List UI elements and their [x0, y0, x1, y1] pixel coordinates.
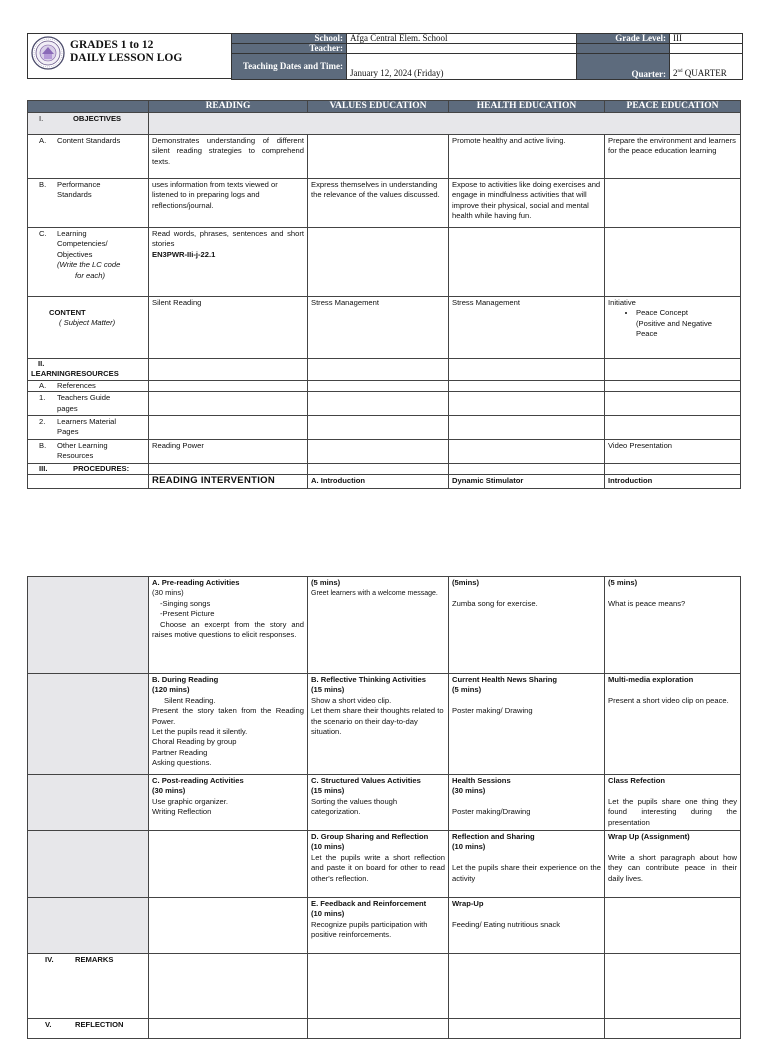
blank-value	[670, 44, 743, 54]
prereading-line2: -Present Picture	[160, 609, 215, 619]
health-row5-text: Feeding/ Eating nutritious snack	[452, 919, 561, 929]
during-reading-line3: Let the pupils read it silently.	[152, 727, 248, 737]
post-reading-title: C. Post-reading Activities	[152, 776, 244, 785]
values-row3-time: (15 mins)	[311, 786, 345, 796]
peace-row1-text: What is peace means?	[608, 598, 686, 608]
values-row2-time: (15 mins)	[311, 685, 345, 695]
content-peace	[605, 297, 741, 359]
ref-health	[449, 380, 605, 391]
lc-reading-text: Read words, phrases, sentences and short stories	[152, 229, 304, 249]
proc-row4-label	[28, 831, 149, 898]
res-peace	[605, 359, 741, 381]
values-row4-text: Let the pupils write a short reflection and paste it on board for other to read other's reflection.	[311, 852, 445, 883]
proc-row2-label	[28, 674, 149, 775]
res-reading	[149, 359, 308, 381]
lc-reading	[149, 228, 308, 297]
values-row4-title: D. Group Sharing and Reflection	[311, 832, 429, 841]
health-row5-cell	[449, 898, 605, 954]
reflection-values	[308, 1019, 449, 1039]
prereading-title: A. Pre-reading Activities	[152, 578, 240, 587]
references-label	[28, 380, 149, 391]
intervention-label	[28, 475, 149, 489]
res-num: II.	[38, 359, 45, 368]
remarks-text: REMARKS	[75, 955, 114, 964]
proc-peace	[605, 463, 741, 474]
values-row3-title: C. Structured Values Activities	[311, 776, 421, 785]
remarks-label	[28, 954, 149, 1019]
values-row2-title: B. Reflective Thinking Activities	[311, 675, 426, 684]
ref-text: References	[57, 380, 96, 390]
content-sub: ( Subject Matter)	[59, 318, 116, 328]
tg-num: 1.	[39, 393, 46, 403]
performance-standards-label	[28, 179, 149, 228]
during-reading-title: B. During Reading	[152, 675, 219, 684]
reflection-num: V.	[45, 1020, 52, 1029]
tg-text-1: Teachers Guide	[57, 393, 111, 403]
quarter-number: 2	[673, 68, 678, 78]
teaching-dates-value: January 12, 2024 (Friday)	[347, 54, 577, 80]
peace-row4-cell	[605, 831, 741, 898]
health-row4-title: Reflection and Sharing	[452, 832, 535, 841]
proc-row1-label	[28, 577, 149, 674]
values-row2-cell	[308, 674, 449, 775]
objectives-text: OBJECTIVES	[73, 114, 122, 123]
quarter-word: QUARTER	[684, 68, 727, 78]
health-row2-time: (5 mins)	[452, 685, 482, 695]
other-resources-label	[28, 439, 149, 463]
remarks-health	[449, 954, 605, 1019]
procedures-label	[28, 463, 149, 474]
lc-num: C.	[39, 229, 47, 238]
peace-row2-cell	[605, 674, 741, 775]
tg-peace	[605, 392, 741, 416]
post-reading-time: (30 mins)	[152, 786, 186, 796]
grade-level-label: Grade Level:	[577, 34, 670, 44]
during-reading-line4: Choral Reading by group	[152, 737, 237, 747]
health-row2-title: Current Health News Sharing	[452, 675, 558, 684]
resources-label	[28, 359, 149, 381]
olr-text-2: Resources	[57, 451, 94, 461]
school-label: School:	[232, 34, 347, 44]
lc-text-3: Objectives	[57, 249, 93, 259]
ps-health: Expose to activities like doing exercises and engage in mindfulness activities that will improve their physical, social and mental health while having fun.	[449, 179, 605, 228]
ps-text-2: Standards	[57, 190, 92, 200]
health-row4-cell	[449, 831, 605, 898]
proc-num: III.	[39, 463, 48, 473]
during-reading-line5: Partner Reading	[152, 747, 208, 757]
lesson-log-table-2	[27, 576, 741, 1039]
content-standards-label	[28, 135, 149, 179]
deped-seal-icon	[31, 36, 65, 70]
objectives-num: I.	[39, 114, 44, 123]
tg-health	[449, 392, 605, 416]
health-row1-text: Zumba song for exercise.	[452, 598, 538, 608]
values-row1-cell	[308, 577, 449, 674]
lc-health	[449, 228, 605, 297]
ref-reading	[149, 380, 308, 391]
peace-row3-title: Class Refection	[608, 776, 665, 785]
olr-health	[449, 439, 605, 463]
lm-text-2: Pages	[57, 427, 79, 437]
values-row1-time: (5 mins)	[311, 578, 341, 587]
lc-values	[308, 228, 449, 297]
reading-row4-cell	[149, 831, 308, 898]
proc-health	[449, 463, 605, 474]
peace-row3-text: Let the pupils share one thing they found interesting during the presentation	[608, 796, 737, 827]
proc-values	[308, 463, 449, 474]
lm-health	[449, 416, 605, 440]
content-label	[28, 297, 149, 359]
quarter-label: Quarter:	[577, 54, 670, 80]
health-row2-cell	[449, 674, 605, 775]
values-row5-time: (10 mins)	[311, 909, 345, 919]
remarks-values	[308, 954, 449, 1019]
values-row5-cell	[308, 898, 449, 954]
values-row2-line2: Let them share their thoughts related to the scenario on their day-to-day situation.	[311, 706, 444, 737]
values-row2-line1: Show a short video clip.	[311, 695, 392, 705]
during-reading-line2: Present the story taken from the Reading Power.	[152, 706, 304, 726]
col-health-header: HEALTH EDUCATION	[449, 101, 605, 113]
ref-num: A.	[39, 380, 47, 390]
tg-reading	[149, 392, 308, 416]
teacher-value	[347, 44, 577, 54]
teaching-dates-label	[232, 54, 347, 80]
health-row3-title: Health Sessions	[452, 776, 511, 785]
cs-values	[308, 135, 449, 179]
lc-note-2: for each)	[75, 270, 105, 280]
during-reading-cell	[149, 674, 308, 775]
remarks-reading	[149, 954, 308, 1019]
res-values	[308, 359, 449, 381]
remarks-peace	[605, 954, 741, 1019]
proc-reading	[149, 463, 308, 474]
ps-reading: uses information from texts viewed or listened to in preparing logs and reflections/journal.	[149, 179, 308, 228]
col-reading-header: READING	[149, 101, 308, 113]
ps-values: Express themselves in understanding the relevance of the values discussed.	[308, 179, 449, 228]
peace-row4-title: Wrap Up (Assignment)	[608, 832, 690, 841]
cs-num: A.	[39, 136, 47, 145]
school-value: Afga Central Elem. School	[347, 34, 577, 44]
prereading-line1: -Singing songs	[160, 598, 211, 608]
health-row3-cell	[449, 775, 605, 831]
lm-reading	[149, 416, 308, 440]
lc-text-2: Competencies/	[57, 239, 108, 249]
reflection-text: REFLECTION	[75, 1020, 124, 1029]
header-info-table	[231, 33, 743, 80]
health-row4-time: (10 mins)	[452, 842, 486, 852]
peace-row1-time: (5 mins)	[608, 578, 638, 587]
intervention-reading	[149, 475, 308, 489]
prereading-time: (30 mins)	[152, 588, 184, 598]
objectives-band	[149, 113, 741, 135]
res-text: LEARNINGRESOURCES	[31, 369, 119, 379]
blank-label	[577, 44, 670, 54]
prereading-cell	[149, 577, 308, 674]
col-values-header: VALUES EDUCATION	[308, 101, 449, 113]
lc-text-1: Learning	[57, 229, 87, 238]
cs-reading: Demonstrates understanding of different silent reading strategies to comprehend texts.	[149, 135, 308, 179]
peace-bullet-2: (Positive and Negative	[636, 318, 712, 328]
post-reading-line1: Use graphic organizer.	[152, 796, 228, 806]
olr-num: B.	[39, 440, 47, 450]
lm-values	[308, 416, 449, 440]
post-reading-cell	[149, 775, 308, 831]
intervention-values: A. Introduction	[308, 475, 449, 489]
peace-concept-item	[636, 308, 737, 339]
proc-row3-label	[28, 775, 149, 831]
cs-text: Content Standards	[57, 136, 121, 145]
competencies-label	[28, 228, 149, 297]
health-row3-text: Poster making/Drawing	[452, 807, 531, 817]
peace-row2-text: Present a short video clip on peace.	[608, 695, 729, 705]
lc-note-1: (Write the LC code	[57, 260, 121, 270]
corner-cell	[28, 101, 149, 113]
cs-health: Promote healthy and active living.	[449, 135, 605, 179]
proc-text: PROCEDURES:	[73, 463, 130, 473]
during-reading-line1: Silent Reading.	[164, 695, 216, 705]
reflection-peace	[605, 1019, 741, 1039]
values-row5-title: E. Feedback and Reinforcement	[311, 899, 427, 908]
ref-values	[308, 380, 449, 391]
grade-level-value: III	[670, 34, 743, 44]
lm-text-1: Learners Material	[57, 417, 117, 427]
health-row2-text: Poster making/ Drawing	[452, 706, 533, 716]
content-health: Stress Management	[449, 297, 605, 359]
during-reading-line6: Asking questions.	[152, 758, 212, 768]
lc-code: EN3PWR-IIi-j-22.1	[152, 249, 216, 259]
olr-values	[308, 439, 449, 463]
form-title-line2: DAILY LESSON LOG	[70, 52, 183, 64]
objectives-label	[28, 113, 149, 135]
tg-label	[28, 392, 149, 416]
health-row3-time: (30 mins)	[452, 786, 486, 796]
values-row1-text: Greet learners with a welcome message.	[311, 590, 438, 598]
olr-peace: Video Presentation	[605, 439, 741, 463]
peace-row3-cell	[605, 775, 741, 831]
peace-row4-text: Write a short paragraph about how they can contribute peace in their daily lives.	[608, 852, 737, 883]
ps-num: B.	[39, 180, 47, 189]
values-row4-cell	[308, 831, 449, 898]
cs-peace: Prepare the environment and learners for the peace education learning	[605, 135, 741, 179]
peace-row1-cell	[605, 577, 741, 674]
col-peace-header: PEACE EDUCATION	[605, 101, 741, 113]
lm-label	[28, 416, 149, 440]
content-text: CONTENT	[49, 308, 86, 317]
teacher-label: Teacher:	[232, 44, 347, 54]
form-title-line1: GRADES 1 to 12	[70, 39, 154, 51]
post-reading-line2: Writing Reflection	[152, 807, 212, 817]
peace-row5-cell	[605, 898, 741, 954]
content-values: Stress Management	[308, 297, 449, 359]
health-row5-title: Wrap-Up	[452, 899, 484, 908]
reflection-reading	[149, 1019, 308, 1039]
olr-reading: Reading Power	[149, 439, 308, 463]
lm-num: 2.	[39, 417, 46, 427]
values-row3-text: Sorting the values though categorization.	[311, 796, 398, 817]
health-row1-time: (5mins)	[452, 578, 480, 587]
ps-text-1: Performance	[57, 180, 101, 189]
reading-intervention-title: READING INTERVENTION	[152, 475, 276, 487]
peace-row2-title: Multi-media exploration	[608, 675, 694, 684]
tg-text-2: pages	[57, 403, 78, 413]
content-reading: Silent Reading	[149, 297, 308, 359]
prereading-line3: Choose an excerpt from the story and raises motive questions to elicit responses.	[152, 619, 304, 640]
lc-peace	[605, 228, 741, 297]
values-row3-cell	[308, 775, 449, 831]
ref-peace	[605, 380, 741, 391]
health-row1-cell	[449, 577, 605, 674]
tg-values	[308, 392, 449, 416]
olr-text-1: Other Learning	[57, 440, 108, 450]
during-reading-time: (120 mins)	[152, 685, 190, 695]
content-peace-title: Initiative	[608, 298, 636, 307]
peace-concept-list	[608, 308, 737, 339]
peace-bullet-1: Peace Concept	[636, 308, 688, 318]
intervention-peace: Introduction	[605, 475, 741, 489]
proc-row5-label	[28, 898, 149, 954]
reflection-health	[449, 1019, 605, 1039]
res-health	[449, 359, 605, 381]
ps-peace	[605, 179, 741, 228]
teaching-dates-label-text: Teaching Dates and Time:	[242, 60, 343, 71]
reading-row5-cell	[149, 898, 308, 954]
reflection-label	[28, 1019, 149, 1039]
peace-bullet-3: Peace	[636, 329, 658, 339]
values-row5-text: Recognize pupils participation with positive reinforcements.	[311, 919, 428, 940]
lesson-log-table-1	[27, 100, 741, 489]
intervention-health: Dynamic Stimulator	[449, 475, 605, 489]
quarter-suffix: nd	[677, 69, 683, 74]
lm-peace	[605, 416, 741, 440]
quarter-value	[670, 54, 743, 80]
health-row4-text: Let the pupils share their experience on the activity	[452, 863, 601, 883]
values-row4-time: (10 mins)	[311, 842, 345, 852]
remarks-num: IV.	[45, 955, 54, 964]
